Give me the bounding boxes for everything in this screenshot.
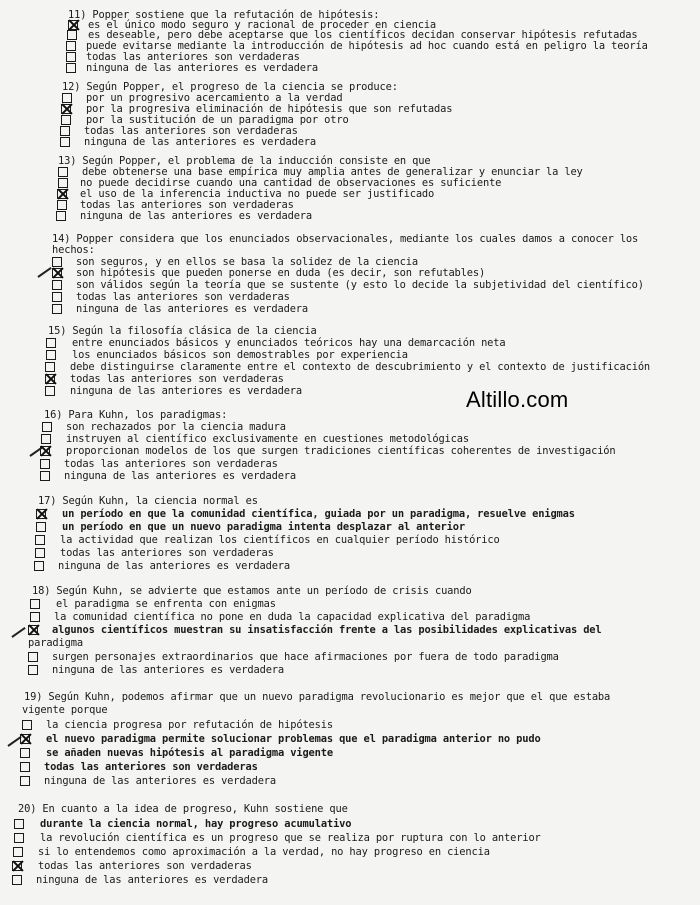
checkbox[interactable]	[14, 819, 24, 829]
checkbox[interactable]	[68, 20, 78, 30]
option-label: un período en que la comunidad científica, guiada por un paradigma, resuelve enigmas	[62, 508, 575, 520]
option-label: todas las anteriores son verdaderas	[84, 125, 298, 137]
checkbox[interactable]	[30, 612, 40, 622]
checkbox[interactable]	[46, 350, 56, 360]
option-label: todas las anteriores son verdaderas	[44, 761, 258, 773]
option-label: un período en que un nuevo paradigma intenta desplazar al anterior	[62, 521, 465, 533]
pen-tick-mark	[11, 627, 25, 638]
option-label: proporcionan modelos de los que surgen tradiciones científicas coherentes de investigación	[66, 445, 616, 457]
option-label: la revolución científica es un progreso que se realiza por ruptura con lo anterior	[40, 832, 541, 844]
option-label: ninguna de las anteriores es verdadera	[52, 664, 285, 676]
checkbox[interactable]	[66, 52, 76, 62]
checkbox[interactable]	[58, 178, 68, 188]
checkbox[interactable]	[13, 847, 23, 857]
option-label: ninguna de las anteriores es verdadera	[70, 385, 303, 397]
question-stem: 16) Para Kuhn, los paradigmas:	[44, 409, 228, 421]
checkbox[interactable]	[35, 535, 45, 545]
checkbox[interactable]	[12, 875, 22, 885]
option-label: no puede decidirse cuando una cantidad de observaciones es suficiente	[80, 177, 502, 189]
option-label: por un progresivo acercamiento a la verdad	[86, 92, 343, 104]
option-label: entre enunciados básicos y enunciados teóricos hay una demarcación neta	[72, 337, 506, 349]
checkbox[interactable]	[36, 509, 46, 519]
checkbox[interactable]	[20, 734, 30, 744]
option-label: por la progresiva eliminación de hipótesis que son refutadas	[86, 103, 453, 115]
checkbox[interactable]	[52, 257, 62, 267]
option-label: la actividad que realizan los científicos en cualquier período histórico	[60, 534, 500, 546]
question-stem: 19) Según Kuhn, podemos afirmar que un nuevo paradigma revolucionario es mejor que el que estaba	[24, 691, 611, 703]
option-label: debe distinguirse claramente entre el contexto de descubrimiento y el contexto de justificación	[70, 361, 651, 373]
option-label: todas las anteriores son verdaderas	[80, 199, 294, 211]
checkbox[interactable]	[58, 167, 68, 177]
option-label: son rechazados por la ciencia madura	[66, 421, 286, 433]
option-label: los enunciados básicos son demostrables por experiencia	[72, 349, 408, 361]
checkbox[interactable]	[56, 211, 66, 221]
option-label: ninguna de las anteriores es verdadera	[76, 303, 309, 315]
question-stem-continuation: hechos:	[52, 244, 95, 256]
checkbox[interactable]	[62, 93, 72, 103]
checkbox[interactable]	[67, 30, 77, 40]
checkbox[interactable]	[45, 362, 55, 372]
checkbox[interactable]	[61, 104, 71, 114]
checkbox[interactable]	[60, 137, 70, 147]
checkbox[interactable]	[28, 652, 38, 662]
option-label: puede evitarse mediante la introducción de hipótesis ad hoc cuando está en peligro la teoría	[86, 40, 648, 52]
question-stem: 18) Según Kuhn, se advierte que estamos ante un período de crisis cuando	[32, 585, 472, 597]
checkbox[interactable]	[40, 459, 50, 469]
checkbox[interactable]	[52, 292, 62, 302]
option-label: se añaden nuevas hipótesis al paradigma vigente	[46, 747, 333, 759]
site-watermark: Altillo.com	[466, 387, 569, 412]
checkbox[interactable]	[22, 720, 32, 730]
option-label: todas las anteriores son verdaderas	[86, 51, 300, 63]
checkbox[interactable]	[66, 63, 76, 73]
option-label: durante la ciencia normal, hay progreso acumulativo	[40, 818, 352, 830]
option-label: la ciencia progresa por refutación de hipótesis	[46, 719, 333, 731]
checkbox[interactable]	[28, 665, 38, 675]
checkbox[interactable]	[14, 833, 24, 843]
option-label: todas las anteriores son verdaderas	[38, 860, 252, 872]
option-label: algunos científicos muestran su insatisfacción frente a las posibilidades explicativas del	[52, 624, 602, 636]
checkbox[interactable]	[40, 446, 50, 456]
checkbox[interactable]	[46, 338, 56, 348]
question-stem: 12) Según Popper, el progreso de la ciencia se produce:	[62, 81, 398, 93]
option-label: ninguna de las anteriores es verdadera	[80, 210, 313, 222]
option-label: ninguna de las anteriores es verdadera	[36, 874, 269, 886]
question-stem: 11) Popper sostiene que la refutación de hipótesis:	[68, 9, 380, 21]
option-label: son válidos según la teoría que se sustente (y esto lo decide la subjetividad del científico)	[76, 279, 644, 291]
option-label: ninguna de las anteriores es verdadera	[64, 470, 297, 482]
option-label: debe obtenerse una base empírica muy amplia antes de generalizar y enunciar la ley	[82, 166, 583, 178]
question-stem: 13) Según Popper, el problema de la inducción consiste en que	[58, 155, 431, 167]
option-label: todas las anteriores son verdaderas	[60, 547, 274, 559]
option-label: instruyen al científico exclusivamente en cuestiones metodológicas	[66, 433, 469, 445]
option-label: son seguros, y en ellos se basa la solidez de la ciencia	[76, 256, 418, 268]
checkbox[interactable]	[12, 861, 22, 871]
question-stem: 14) Popper considera que los enunciados observacionales, mediante los cuales damos a conocer los	[52, 233, 639, 245]
checkbox[interactable]	[20, 748, 30, 758]
option-label: el paradigma se enfrenta con enigmas	[56, 598, 276, 610]
checkbox[interactable]	[41, 434, 51, 444]
checkbox[interactable]	[20, 762, 30, 772]
checkbox[interactable]	[42, 422, 52, 432]
option-label: surgen personajes extraordinarios que hace afirmaciones por fuera de todo paradigma	[52, 651, 559, 663]
option-label: ninguna de las anteriores es verdadera	[86, 62, 319, 74]
option-label: por la sustitución de un paradigma por otro	[86, 114, 349, 126]
checkbox[interactable]	[60, 126, 70, 136]
checkbox[interactable]	[35, 548, 45, 558]
option-label: ninguna de las anteriores es verdadera	[84, 136, 317, 148]
checkbox[interactable]	[66, 41, 76, 51]
checkbox[interactable]	[34, 561, 44, 571]
question-stem: 20) En cuanto a la idea de progreso, Kuhn sostiene que	[18, 803, 348, 815]
option-label: son hipótesis que pueden ponerse en duda (es decir, son refutables)	[76, 267, 486, 279]
checkbox[interactable]	[20, 776, 30, 786]
question-stem-continuation: vigente porque	[22, 704, 108, 716]
option-label: el uso de la inferencia inductiva no puede ser justificado	[80, 188, 435, 200]
option-label: todas las anteriores son verdaderas	[70, 373, 284, 385]
checkbox[interactable]	[40, 471, 50, 481]
checkbox[interactable]	[52, 304, 62, 314]
question-stem: 17) Según Kuhn, la ciencia normal es	[38, 495, 258, 507]
checkbox[interactable]	[36, 522, 46, 532]
pen-tick-mark	[37, 267, 51, 278]
checkbox[interactable]	[45, 374, 55, 384]
option-label: ninguna de las anteriores es verdadera	[58, 560, 291, 572]
option-label: es el único modo seguro y racional de proceder en ciencia	[88, 19, 437, 31]
option-label: el nuevo paradigma permite solucionar problemas que el paradigma anterior no pudo	[46, 733, 541, 745]
option-label: todas las anteriores son verdaderas	[76, 291, 290, 303]
checkbox[interactable]	[52, 280, 62, 290]
checkbox[interactable]	[57, 200, 67, 210]
option-label: si lo entendemos como aproximación a la verdad, no hay progreso en ciencia	[38, 846, 490, 858]
checkbox[interactable]	[52, 268, 62, 278]
option-label-continuation: paradigma	[28, 637, 83, 649]
checkbox[interactable]	[28, 625, 38, 635]
checkbox[interactable]	[30, 599, 40, 609]
option-label: ninguna de las anteriores es verdadera	[44, 775, 277, 787]
checkbox[interactable]	[61, 115, 71, 125]
option-label: es deseable, pero debe aceptarse que los científicos decidan conservar hipótesis refutadas	[88, 29, 638, 41]
question-stem: 15) Según la filosofía clásica de la ciencia	[48, 325, 317, 337]
option-label: todas las anteriores son verdaderas	[64, 458, 278, 470]
checkbox[interactable]	[57, 189, 67, 199]
option-label: la comunidad científica no pone en duda la capacidad explicativa del paradigma	[54, 611, 531, 623]
checkbox[interactable]	[45, 386, 55, 396]
